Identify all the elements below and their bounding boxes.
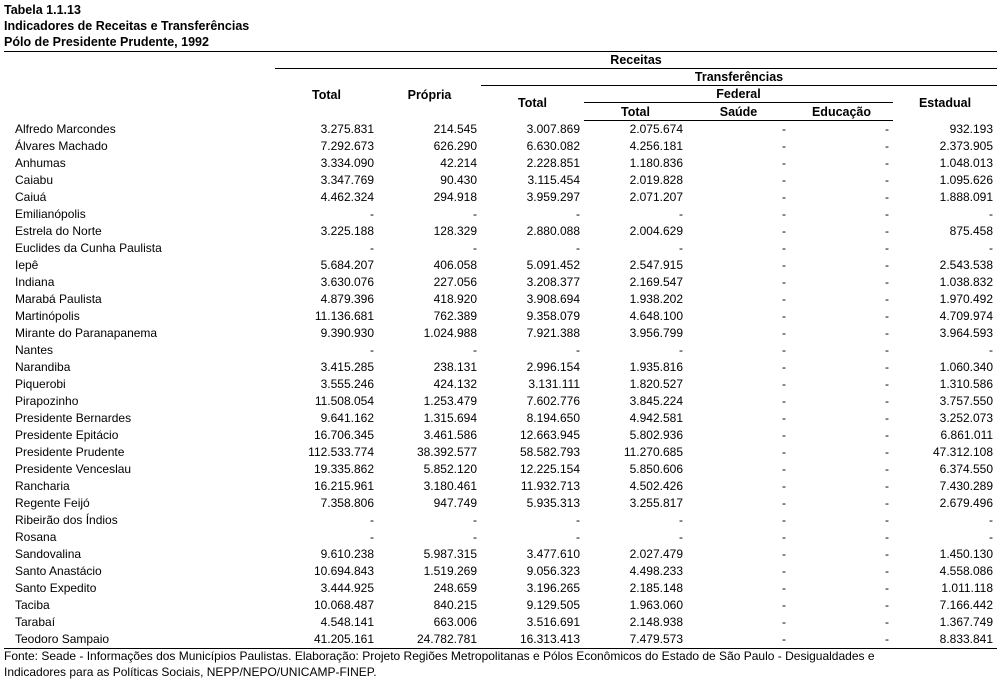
table-cell: 1.519.269 [423, 564, 477, 578]
table-cell: - [370, 343, 374, 357]
table-cell: 112.533.774 [308, 445, 374, 459]
table-cell: 10.068.487 [313, 598, 374, 612]
table-cell: 626.290 [433, 139, 477, 153]
table-row [4, 546, 997, 563]
table-cell: 1.180.836 [629, 156, 683, 170]
table-cell: 10.694.843 [313, 564, 374, 578]
header-educacao: Educação [790, 103, 893, 121]
table-cell: - [782, 428, 786, 442]
table-cell: 3.516.691 [526, 615, 580, 629]
table-cell: 41.205.161 [275, 631, 378, 649]
table-cell: 3.757.550 [939, 394, 994, 408]
table-cell: 3.444.925 [320, 581, 374, 595]
municipality-name: Taciba [15, 598, 50, 612]
table-cell: 90.430 [440, 173, 477, 187]
table-cell: 7.921.388 [526, 326, 580, 340]
table-row [4, 155, 997, 172]
municipality-name: Presidente Epitácio [15, 428, 119, 442]
table-cell: - [679, 530, 683, 544]
table-cell: - [885, 224, 889, 238]
table-cell: 424.132 [433, 377, 477, 391]
table-cell: 762.389 [433, 309, 477, 323]
table-cell: - [679, 343, 683, 357]
table-cell: 1.367.749 [939, 615, 994, 629]
table-cell: - [885, 309, 889, 323]
table-cell: 406.058 [433, 258, 477, 272]
table-cell: - [885, 394, 889, 408]
table-cell: 7.479.573 [584, 631, 687, 649]
table-cell: - [885, 326, 889, 340]
table-cell: 1.095.626 [939, 173, 994, 187]
table-row [4, 325, 997, 342]
table-cell: 7.430.289 [939, 479, 994, 493]
table-cell: - [885, 190, 889, 204]
table-cell: 4.558.086 [939, 564, 994, 578]
table-cell: 1.970.492 [939, 292, 994, 306]
table-cell: 5.935.313 [526, 496, 580, 510]
table-cell: - [885, 479, 889, 493]
table-cell: 3.180.461 [423, 479, 477, 493]
table-row [4, 495, 997, 512]
table-cell: - [782, 207, 786, 221]
table-cell: 47.312.108 [932, 445, 994, 459]
table-cell: 6.374.550 [939, 462, 994, 476]
table-cell: 128.329 [433, 224, 477, 238]
table-cell: 418.920 [433, 292, 477, 306]
table-cell: 1.820.527 [629, 377, 683, 391]
table-row [4, 393, 997, 410]
table-cell: - [885, 564, 889, 578]
table-cell: 3.461.586 [423, 428, 477, 442]
municipality-name: Sandovalina [15, 547, 82, 561]
table-cell: 2.019.828 [629, 173, 683, 187]
table-cell: - [885, 547, 889, 561]
table-cell: - [885, 581, 889, 595]
table-cell: - [782, 530, 786, 544]
header-total: Total [312, 87, 341, 102]
table-cell: - [687, 631, 790, 649]
table-subtitle: Pólo de Presidente Prudente, 1992 [4, 35, 209, 49]
table-header [4, 52, 997, 121]
table-cell: 3.908.694 [526, 292, 580, 306]
table-row [4, 512, 997, 529]
table-cell: 2.071.207 [629, 190, 683, 204]
table-number: Tabela 1.1.13 [4, 3, 81, 17]
table-cell: - [576, 343, 580, 357]
table-cell: - [576, 207, 580, 221]
table-cell: 1.315.694 [423, 411, 477, 425]
table-cell: 227.056 [433, 275, 477, 289]
table-cell: 1.038.832 [939, 275, 994, 289]
municipality-name: Marabá Paulista [15, 292, 102, 306]
municipality-name: Caiabu [15, 173, 54, 187]
table-cell: 663.006 [433, 615, 477, 629]
header-transferencias-total: Total [518, 96, 547, 111]
table-cell: - [885, 513, 889, 527]
table-cell: 840.215 [433, 598, 477, 612]
table-cell: - [989, 241, 994, 255]
table-cell: 2.880.088 [526, 224, 580, 238]
municipality-name: Tarabaí [15, 615, 56, 629]
table-cell: 58.582.793 [519, 445, 580, 459]
table-row [4, 376, 997, 393]
table-cell: - [782, 411, 786, 425]
header-federal: Federal [584, 86, 893, 103]
table-cell: - [576, 513, 580, 527]
table-cell: 2.547.915 [629, 258, 683, 272]
table-cell: - [782, 513, 786, 527]
table-cell: 11.270.685 [623, 445, 683, 459]
municipality-name: Euclides da Cunha Paulista [15, 241, 162, 255]
table-title-block [4, 2, 249, 50]
table-cell: - [885, 360, 889, 374]
table-cell: 1.963.060 [629, 598, 683, 612]
table-cell: 1.024.988 [423, 326, 477, 340]
table-cell: 1.310.586 [939, 377, 994, 391]
table-cell: 3.555.246 [320, 377, 374, 391]
table-row [4, 529, 997, 546]
table-cell: 3.275.831 [320, 121, 374, 136]
municipality-name: Iepê [15, 258, 39, 272]
table-cell: 5.850.606 [629, 462, 683, 476]
table-cell: - [679, 241, 683, 255]
table-cell: 42.214 [440, 156, 477, 170]
table-cell: 38.392.577 [416, 445, 477, 459]
table-title: Indicadores de Receitas e Transferências [4, 19, 250, 33]
table-cell: 2.148.938 [629, 615, 683, 629]
table-cell: - [473, 530, 477, 544]
table-row [4, 206, 997, 223]
table-cell: - [782, 343, 786, 357]
table-cell: - [782, 598, 786, 612]
table-cell: 1.011.118 [941, 581, 994, 595]
table-cell: - [782, 496, 786, 510]
table-cell: - [782, 564, 786, 578]
table-cell: 4.462.324 [320, 190, 374, 204]
table-cell: - [885, 496, 889, 510]
table-cell: - [782, 156, 786, 170]
data-table [4, 51, 997, 649]
table-cell: 294.918 [433, 190, 477, 204]
table-cell: 3.415.285 [320, 360, 374, 374]
table-cell: 238.131 [433, 360, 477, 374]
table-cell: 7.358.806 [320, 496, 374, 510]
table-cell: - [473, 207, 477, 221]
table-cell: 16.706.345 [313, 428, 374, 442]
table-cell: 3.630.076 [320, 275, 374, 289]
table-cell: 11.932.713 [520, 479, 580, 493]
table-row [4, 189, 997, 206]
table-cell: - [782, 615, 786, 629]
table-cell: - [782, 394, 786, 408]
table-cell: 12.663.945 [519, 428, 580, 442]
header-estadual: Estadual [918, 96, 972, 111]
table-cell: 6.861.011 [940, 428, 994, 442]
table-cell: 248.659 [433, 581, 477, 595]
table-cell: 1.048.013 [939, 156, 994, 170]
table-cell: - [790, 631, 893, 649]
table-cell: 932.193 [949, 121, 994, 136]
table-row [4, 240, 997, 257]
header-propria: Própria [407, 87, 452, 102]
table-cell: 3.255.817 [629, 496, 683, 510]
table-cell: 9.056.323 [526, 564, 580, 578]
table-cell: 1.938.202 [629, 292, 683, 306]
table-cell: 11.508.054 [314, 394, 374, 408]
table-row [4, 257, 997, 274]
table-cell: 5.852.120 [423, 462, 477, 476]
table-cell: 24.782.781 [378, 631, 481, 649]
table-cell: 4.498.233 [629, 564, 683, 578]
table-cell: 3.964.593 [939, 326, 994, 340]
municipality-name: Regente Feijó [15, 496, 90, 510]
table-cell: - [885, 411, 889, 425]
table-cell: 4.942.581 [629, 411, 683, 425]
table-cell: - [782, 258, 786, 272]
table-row [4, 478, 997, 495]
table-cell: - [679, 513, 683, 527]
table-cell: - [782, 139, 786, 153]
table-cell: - [885, 292, 889, 306]
table-cell: 2.228.851 [526, 156, 580, 170]
municipality-name: Rancharia [15, 479, 70, 493]
table-cell: 9.610.238 [320, 547, 374, 561]
table-cell: - [782, 581, 786, 595]
table-cell: - [782, 326, 786, 340]
table-cell: 6.630.082 [526, 139, 580, 153]
table-cell: 4.879.396 [320, 292, 374, 306]
table-cell: 9.358.079 [526, 309, 580, 323]
table-cell: 3.252.073 [939, 411, 994, 425]
table-row [4, 291, 997, 308]
table-cell: 3.131.111 [528, 377, 580, 391]
table-cell: - [782, 445, 786, 459]
municipality-name: Presidente Bernardes [15, 411, 132, 425]
table-row [4, 342, 997, 359]
table-cell: - [370, 241, 374, 255]
table-body [4, 121, 997, 649]
table-row [4, 359, 997, 376]
municipality-name: Teodoro Sampaio [4, 631, 275, 649]
header-receitas: Receitas [275, 52, 997, 69]
municipality-name: Ribeirão dos Índios [15, 513, 118, 527]
table-cell: - [782, 479, 786, 493]
table-cell: - [885, 598, 889, 612]
table-row [4, 223, 997, 240]
table-cell: - [989, 343, 994, 357]
table-cell: - [885, 156, 889, 170]
table-cell: 3.208.377 [526, 275, 580, 289]
table-cell: - [782, 360, 786, 374]
municipality-name: Presidente Venceslau [15, 462, 132, 476]
table-cell: 3.959.297 [526, 190, 580, 204]
table-cell: 5.684.207 [320, 258, 374, 272]
table-cell: 3.196.265 [526, 581, 580, 595]
table-cell: 2.543.538 [939, 258, 994, 272]
table-cell: - [885, 428, 889, 442]
table-cell: 2.185.148 [629, 581, 683, 595]
table-cell: - [473, 241, 477, 255]
source-note [4, 648, 994, 680]
table-cell: - [576, 241, 580, 255]
table-cell: 3.115.454 [527, 173, 580, 187]
table-cell: 5.987.315 [423, 547, 477, 561]
table-row [4, 427, 997, 444]
table-cell: 3.225.188 [320, 224, 374, 238]
table-cell: 1.450.130 [939, 547, 994, 561]
table-cell: - [782, 122, 786, 136]
table-cell: 16.215.961 [313, 479, 374, 493]
table-cell: - [782, 173, 786, 187]
table-cell: - [473, 513, 477, 527]
table-cell: 1.888.091 [939, 190, 994, 204]
municipality-name: Emilianópolis [15, 207, 86, 221]
table-cell: 4.502.426 [629, 479, 683, 493]
municipality-name: Santo Expedito [15, 581, 97, 595]
header-transferencias: Transferências [481, 69, 997, 86]
table-cell: 1.253.479 [423, 394, 477, 408]
table-row [4, 580, 997, 597]
table-cell: - [885, 377, 889, 391]
municipality-name: Presidente Prudente [15, 445, 125, 459]
table-cell: 7.602.776 [526, 394, 580, 408]
table-cell: 11.136.681 [314, 309, 374, 323]
table-row [4, 308, 997, 325]
table-cell: - [885, 122, 889, 136]
table-cell: - [782, 462, 786, 476]
table-cell: 8.833.841 [893, 631, 997, 649]
table-cell: - [885, 445, 889, 459]
table-cell: - [885, 258, 889, 272]
table-cell: 3.956.799 [629, 326, 683, 340]
table-cell: 3.477.610 [526, 547, 580, 561]
table-cell: 4.256.181 [629, 139, 683, 153]
table-cell: - [782, 224, 786, 238]
table-cell: - [473, 343, 477, 357]
municipality-name: Caiuá [15, 190, 47, 204]
municipality-name: Nantes [15, 343, 54, 357]
table-cell: - [782, 377, 786, 391]
table-row [4, 121, 997, 139]
table-cell: 2.169.547 [629, 275, 683, 289]
municipality-name: Piquerobi [15, 377, 66, 391]
table-cell: - [885, 139, 889, 153]
table-cell: - [576, 530, 580, 544]
table-row [4, 597, 997, 614]
table-cell: 2.004.629 [629, 224, 683, 238]
table-cell: - [885, 462, 889, 476]
table-row [4, 410, 997, 427]
table-cell: 214.545 [433, 121, 477, 136]
table-cell: 875.458 [949, 224, 994, 238]
table-cell: 2.075.674 [629, 122, 683, 136]
table-cell: - [885, 343, 889, 357]
municipality-name: Martinópolis [15, 309, 80, 323]
table-cell: - [679, 207, 683, 221]
table-cell: 4.648.100 [629, 309, 683, 323]
municipality-name: Rosana [15, 530, 57, 544]
table-cell: - [885, 530, 889, 544]
table-row [4, 563, 997, 580]
municipality-name: Anhumas [15, 156, 66, 170]
table-row [4, 274, 997, 291]
municipality-name: Mirante do Paranapanema [15, 326, 158, 340]
table-cell: 2.679.496 [939, 496, 994, 510]
table-row [4, 172, 997, 189]
municipality-name: Estrela do Norte [15, 224, 102, 238]
table-cell: 2.027.479 [629, 547, 683, 561]
table-cell: 4.548.141 [320, 615, 374, 629]
municipality-name: Santo Anastácio [15, 564, 102, 578]
table-cell: 2.373.905 [939, 139, 994, 153]
municipality-name: Pirapozinho [15, 394, 79, 408]
table-cell: 5.802.936 [629, 428, 683, 442]
table-cell: 9.641.162 [320, 411, 374, 425]
source-note-line2: Indicadores para as Políticas Sociais, NEPP/NEPO/UNICAMP-FINEP. [4, 665, 377, 679]
table-row [4, 444, 997, 461]
table-cell: 8.194.650 [526, 411, 580, 425]
table-row [4, 614, 997, 631]
table-cell: - [989, 530, 994, 544]
table-cell: 16.313.413 [481, 631, 584, 649]
table-cell: - [782, 190, 786, 204]
table-cell: - [989, 207, 994, 221]
header-saude: Saúde [687, 103, 790, 121]
table-row [4, 138, 997, 155]
table-cell: 1.935.816 [629, 360, 683, 374]
table-cell: 9.390.930 [320, 326, 374, 340]
table-cell: 3.334.090 [320, 156, 374, 170]
table-cell: - [370, 207, 374, 221]
table-cell: 12.225.154 [519, 462, 580, 476]
table-cell: 3.347.769 [320, 173, 374, 187]
table-cell: - [782, 309, 786, 323]
table-cell: 2.996.154 [526, 360, 580, 374]
table-cell: - [885, 615, 889, 629]
table-cell: - [782, 547, 786, 561]
municipality-name: Álvares Machado [15, 139, 108, 153]
municipality-name: Indiana [15, 275, 55, 289]
table-cell: 7.166.442 [939, 598, 994, 612]
table-cell: - [885, 241, 889, 255]
table-cell: - [989, 513, 994, 527]
table-cell: - [885, 173, 889, 187]
table-cell: 3.007.869 [526, 121, 580, 136]
source-note-line1: Fonte: Seade - Informações dos Municípios Paulistas. Elaboração: Projeto Regiões Metropolitanas e Pólos Econômicos do Estado de São Paulo - Desigualdades e [4, 649, 875, 663]
table-cell: 9.129.505 [526, 598, 580, 612]
table-row [4, 631, 997, 649]
table-cell: 1.060.340 [939, 360, 994, 374]
table-cell: - [885, 275, 889, 289]
table-cell: - [782, 292, 786, 306]
table-cell: - [782, 241, 786, 255]
table-cell: 4.709.974 [939, 309, 994, 323]
table-cell: 5.091.452 [526, 258, 580, 272]
table-cell: 3.845.224 [629, 394, 683, 408]
table-cell: - [885, 207, 889, 221]
table-cell: 7.292.673 [320, 139, 374, 153]
header-federal-total: Total [584, 103, 687, 121]
municipality-name: Narandiba [15, 360, 71, 374]
municipality-name: Alfredo Marcondes [15, 121, 116, 136]
table-cell: 19.335.862 [313, 462, 374, 476]
table-row [4, 461, 997, 478]
table-cell: 947.749 [433, 496, 477, 510]
table-cell: - [370, 513, 374, 527]
table-cell: - [782, 275, 786, 289]
table-cell: - [370, 530, 374, 544]
